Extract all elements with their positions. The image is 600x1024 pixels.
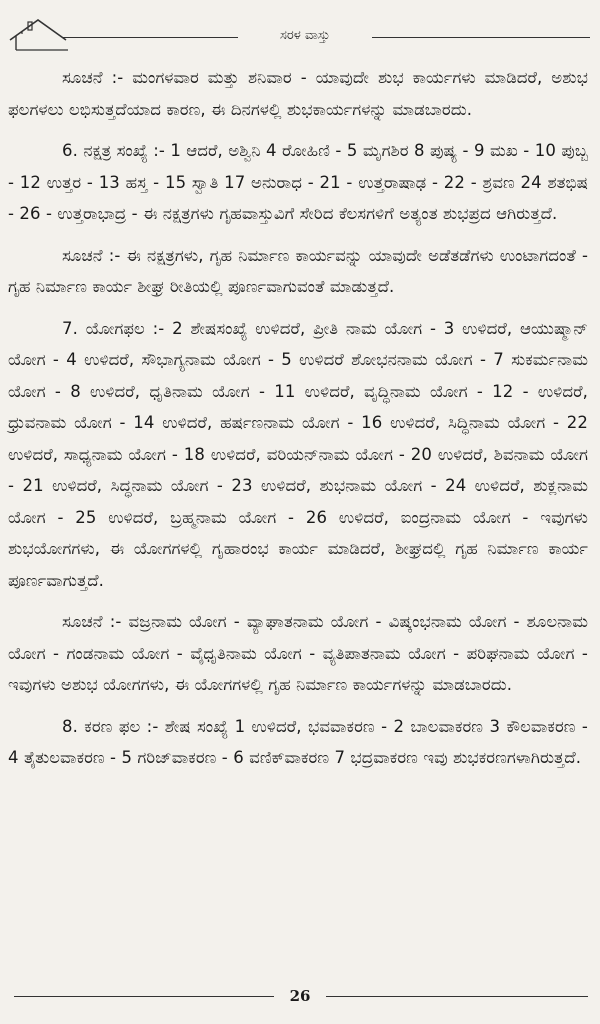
house-outline-icon <box>8 14 68 52</box>
section-6-nakshatra: 6. ನಕ್ಷತ್ರ ಸಂಖ್ಯೆ :- 1 ಆದರೆ, ಅಶ್ವಿನಿ 4 ರೋಹಿಣಿ - 5 ಮೃಗಶಿರ 8 ಪುಷ್ಯ - 9 ಮಖ - 10 ಪುಬ್ಬ - 12 ಉತ್ತರ - 13 ಹಸ್ತ - 15 ಸ್ವಾತಿ 17 ಅನುರಾಧ - 21 - ಉತ್ತರಾಷಾಢ - 22 - ಶ್ರವಣ 24 ಶತಭಿಷ - 26 - ಉತ್ತರಾಭಾದ್ರ - ಈ ನಕ್ಷತ್ರಗಳು ಗೃಹವಾಸ್ತುವಿಗೆ ಸೇರಿದ ಕೆಲಸಗಳಿಗೆ ಅತ್ಯಂತ ಶುಭಪ್ರದ ಆಗಿರುತ್ತದೆ. <box>8 141 588 223</box>
header-rule-right <box>372 37 590 38</box>
page-footer <box>0 982 600 1012</box>
page-number: 26 <box>289 987 311 1005</box>
footer-rule-left <box>14 996 274 997</box>
footer-rule-right <box>326 996 588 997</box>
running-header <box>0 0 600 50</box>
section-8-karana: 8. ಕರಣ ಫಲ :- ಶೇಷ ಸಂಖ್ಯೆ 1 ಉಳಿದರೆ, ಭವವಾಕರಣ - 2 ಬಾಲವಾಕರಣ 3 ಕೌಲವಾಕರಣ - 4 ತೈತುಲವಾಕರಣ - 5 ಗರಿಜ್‌ವಾಕರಣ - 6 ವಣಿಕ್‌ವಾಕರಣ 7 ಭದ್ರವಾಕರಣ ಇವು ಶುಭಕರಣಗಳಾಗಿರುತ್ತದೆ. <box>8 716 588 767</box>
running-title: ಸರಳ ವಾಸ್ತು <box>279 28 331 43</box>
body-text <box>8 62 588 784</box>
header-rule-left <box>62 37 238 38</box>
note-paragraph-weekdays: ಸೂಚನೆ :- ಮಂಗಳವಾರ ಮತ್ತು ಶನಿವಾರ - ಯಾವುದೇ ಶುಭ ಕಾರ್ಯಗಳು ಮಾಡಿದರೆ, ಅಶುಭ ಫಲಗಳಲು ಲಭಿಸುತ್ತದೆಯಾದ ಕಾರಣ, ಈ ದಿನಗಳಲ್ಲಿ ಶುಭಕಾರ್ಯಗಳನ್ನು ಮಾಡಬಾರದು. <box>8 68 588 119</box>
note-paragraph-nakshatra: ಸೂಚನೆ :- ಈ ನಕ್ಷತ್ರಗಳು, ಗೃಹ ನಿರ್ಮಾಣ ಕಾರ್ಯವನ್ನು ಯಾವುದೇ ಅಡೆತಡೆಗಳು ಉಂಟಾಗದಂತೆ - ಗೃಹ ನಿರ್ಮಾಣ ಕಾರ್ಯ ಶೀಘ್ರ ರೀತಿಯಲ್ಲಿ ಪೂರ್ಣವಾಗುವಂತೆ ಮಾಡುತ್ತದೆ. <box>8 245 588 296</box>
section-7-yogaphala: 7. ಯೋಗಫಲ :- 2 ಶೇಷಸಂಖ್ಯೆ ಉಳಿದರೆ, ಪ್ರೀತಿ ನಾಮ ಯೋಗ - 3 ಉಳಿದರೆ, ಆಯುಷ್ಮಾನ್ ಯೋಗ - 4 ಉಳಿದರೆ, ಸೌಭಾಗ್ಯನಾಮ ಯೋಗ - 5 ಉಳಿದರೆ ಶೋಭನನಾಮ ಯೋಗ - 7 ಸುಕರ್ಮನಾಮ ಯೋಗ - 8 ಉಳಿದರೆ, ಧೃತಿನಾಮ ಯೋಗ - 11 ಉಳಿದರೆ, ವೃದ್ಧಿನಾಮ ಯೋಗ - 12 - ಉಳಿದರೆ, ಧ್ರುವನಾಮ ಯೋಗ - 14 ಉಳಿದರೆ, ಹರ್ಷಣನಾಮ ಯೋಗ - 16 ಉಳಿದರೆ, ಸಿದ್ಧಿನಾಮ ಯೋಗ - 22 ಉಳಿದರೆ, ಸಾಧ್ಯನಾಮ ಯೋಗ - 18 ಉಳಿದರೆ, ವರಿಯನ್‌ನಾಮ ಯೋಗ - 20 ಉಳಿದರೆ, ಶಿವನಾಮ ಯೋಗ - 21 ಉಳಿದರೆ, ಸಿದ್ಧನಾಮ ಯೋಗ - 23 ಉಳಿದರೆ, ಶುಭನಾಮ ಯೋಗ - 24 ಉಳಿದರೆ, ಶುಕ್ಲನಾಮ ಯೋಗ - 25 ಉಳಿದರೆ, ಬ್ರಹ್ಮನಾಮ ಯೋಗ - 26 ಉಳಿದರೆ, ಐಂದ್ರನಾಮ ಯೋಗ - ಇವುಗಳು ಶುಭಯೋಗಗಳು, ಈ ಯೋಗಗಳಲ್ಲಿ ಗೃಹಾರಂಭ ಕಾರ್ಯ ಮಾಡಿದರೆ, ಶೀಘ್ರದಲ್ಲಿ ಗೃಹ ನಿರ್ಮಾಣ ಕಾರ್ಯ ಪೂರ್ಣವಾಗುತ್ತದೆ. <box>8 318 588 590</box>
note-paragraph-inauspicious-yoga: ಸೂಚನೆ :- ವಜ್ರನಾಮ ಯೋಗ - ವ್ಯಾಘಾತನಾಮ ಯೋಗ - ವಿಷ್ಕಂಭನಾಮ ಯೋಗ - ಶೂಲನಾಮ ಯೋಗ - ಗಂಡನಾಮ ಯೋಗ - ವೈಧೃತಿನಾಮ ಯೋಗ - ವ್ಯತಿಪಾತನಾಮ ಯೋಗ - ಪರಿಘನಾಮ ಯೋಗ - ಇವುಗಳು ಅಶುಭ ಯೋಗಗಳು, ಈ ಯೋಗಗಳಲ್ಲಿ ಗೃಹ ನಿರ್ಮಾಣ ಕಾರ್ಯಗಳನ್ನು ಮಾಡಬಾರದು. <box>8 612 588 694</box>
